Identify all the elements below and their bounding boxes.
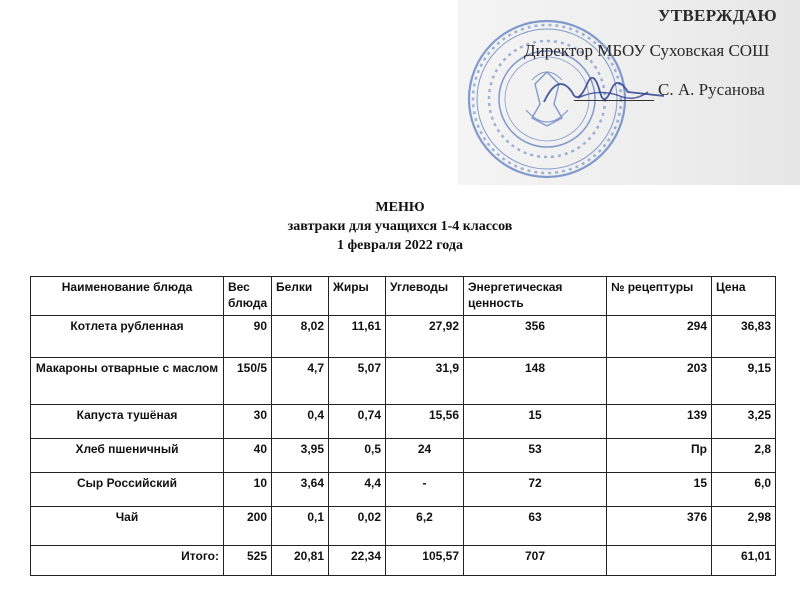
cell-weight: 200 <box>224 507 272 546</box>
approval-title: УТВЕРЖДАЮ <box>658 6 777 25</box>
cell-price: 9,15 <box>712 358 776 405</box>
cell-protein: 4,7 <box>272 358 329 405</box>
cell-total-label: Итого: <box>31 546 224 576</box>
cell-recipe: 15 <box>607 473 712 507</box>
cell-energy: 72 <box>464 473 607 507</box>
menu-table <box>30 276 776 576</box>
cell-dish-name: Чай <box>31 507 224 546</box>
cell-energy: 148 <box>464 358 607 405</box>
cell-energy: 63 <box>464 507 607 546</box>
cell-price: 6,0 <box>712 473 776 507</box>
menu-date: 1 февраля 2022 года <box>337 238 463 253</box>
cell-total-weight: 525 <box>224 546 272 576</box>
table-row <box>31 358 776 405</box>
table-row <box>31 473 776 507</box>
cell-total-carbs: 105,57 <box>386 546 464 576</box>
handwritten-signature-icon <box>538 62 668 122</box>
table-total-row <box>31 546 776 576</box>
menu-heading <box>0 198 800 255</box>
header-dish-name: Наименование блюда <box>31 277 224 316</box>
header-weight: Вес блюда <box>224 277 272 316</box>
cell-recipe: 376 <box>607 507 712 546</box>
cell-dish-name: Котлета рубленная <box>31 316 224 358</box>
cell-recipe: Пр <box>607 439 712 473</box>
cell-carbs: 6,2 <box>386 507 464 546</box>
table-row <box>31 405 776 439</box>
cell-recipe: 139 <box>607 405 712 439</box>
cell-price: 36,83 <box>712 316 776 358</box>
cell-dish-name: Сыр Российский <box>31 473 224 507</box>
cell-total-recipe <box>607 546 712 576</box>
approval-position: Директор МБОУ Суховская СОШ <box>524 41 770 60</box>
cell-price: 2,98 <box>712 507 776 546</box>
table-row <box>31 507 776 546</box>
cell-carbs: 31,9 <box>386 358 464 405</box>
cell-price: 2,8 <box>712 439 776 473</box>
table-row <box>31 316 776 358</box>
header-protein: Белки <box>272 277 329 316</box>
cell-recipe: 203 <box>607 358 712 405</box>
cell-protein: 3,64 <box>272 473 329 507</box>
cell-energy: 53 <box>464 439 607 473</box>
cell-weight: 40 <box>224 439 272 473</box>
header-carbs: Углеводы <box>386 277 464 316</box>
cell-price: 3,25 <box>712 405 776 439</box>
cell-carbs: 24 <box>386 439 464 473</box>
approval-block <box>458 0 800 185</box>
cell-total-protein: 20,81 <box>272 546 329 576</box>
header-price: Цена <box>712 277 776 316</box>
cell-carbs: - <box>386 473 464 507</box>
cell-dish-name: Хлеб пшеничный <box>31 439 224 473</box>
cell-fat: 0,5 <box>329 439 386 473</box>
cell-protein: 0,1 <box>272 507 329 546</box>
page-title: МЕНЮ <box>375 200 425 215</box>
cell-weight: 90 <box>224 316 272 358</box>
cell-dish-name: Капуста тушёная <box>31 405 224 439</box>
cell-fat: 0,02 <box>329 507 386 546</box>
cell-total-fat: 22,34 <box>329 546 386 576</box>
header-fat: Жиры <box>329 277 386 316</box>
cell-protein: 8,02 <box>272 316 329 358</box>
cell-carbs: 27,92 <box>386 316 464 358</box>
cell-carbs: 15,56 <box>386 405 464 439</box>
cell-weight: 150/5 <box>224 358 272 405</box>
header-energy: Энергетическая ценность <box>464 277 607 316</box>
cell-fat: 0,74 <box>329 405 386 439</box>
signature-line <box>574 100 654 101</box>
cell-total-energy: 707 <box>464 546 607 576</box>
table-header-row <box>31 277 776 316</box>
cell-dish-name: Макароны отварные с маслом <box>31 358 224 405</box>
approval-name: С. А. Русанова <box>658 80 765 99</box>
cell-fat: 4,4 <box>329 473 386 507</box>
page-subtitle: завтраки для учащихся 1-4 классов <box>287 219 513 234</box>
cell-protein: 3,95 <box>272 439 329 473</box>
cell-fat: 11,61 <box>329 316 386 358</box>
cell-total-price: 61,01 <box>712 546 776 576</box>
cell-energy: 15 <box>464 405 607 439</box>
cell-recipe: 294 <box>607 316 712 358</box>
cell-weight: 30 <box>224 405 272 439</box>
table-row <box>31 439 776 473</box>
cell-energy: 356 <box>464 316 607 358</box>
header-recipe: № рецептуры <box>607 277 712 316</box>
cell-fat: 5,07 <box>329 358 386 405</box>
cell-weight: 10 <box>224 473 272 507</box>
cell-protein: 0,4 <box>272 405 329 439</box>
